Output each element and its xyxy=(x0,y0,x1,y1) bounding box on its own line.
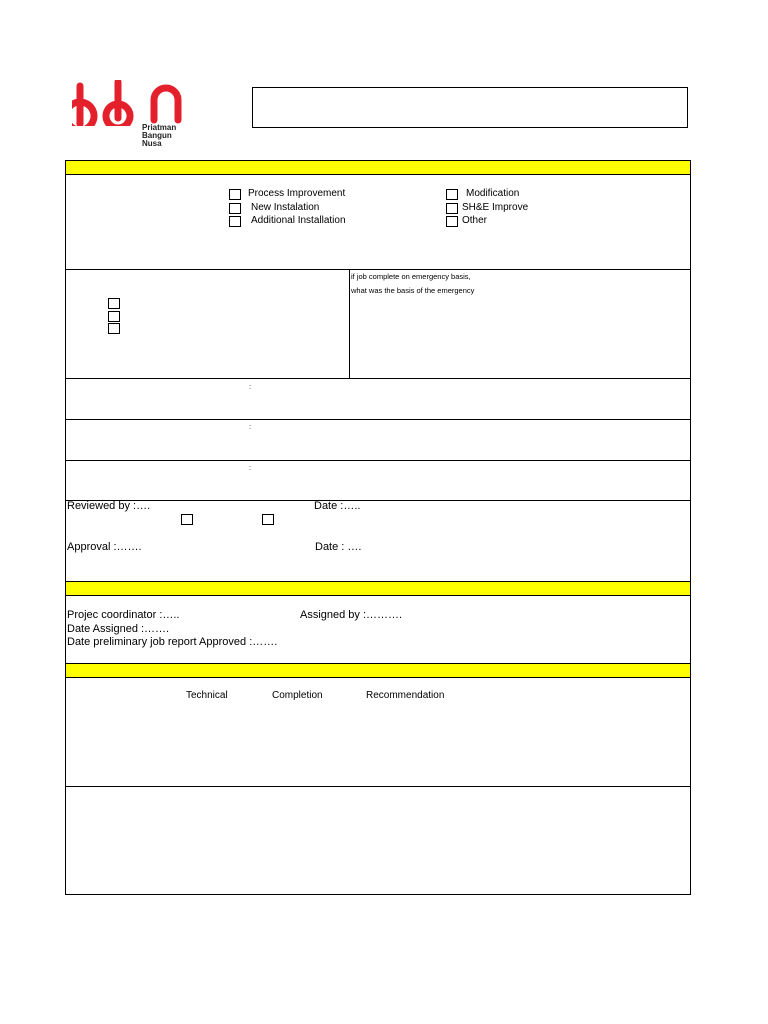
logo-line-2: Bangun xyxy=(142,131,172,140)
report-recommendation-label: Recommendation xyxy=(366,690,445,701)
logo-line-3: Nusa xyxy=(142,139,162,148)
checkbox-review-1[interactable] xyxy=(181,514,193,525)
review-section xyxy=(65,500,691,582)
info-row-3-colon: : xyxy=(249,463,252,472)
label-other: Other xyxy=(462,215,488,226)
review-date-label: Date :….. xyxy=(314,500,361,512)
emergency-text-1: if job complete on emergency basis, xyxy=(351,272,471,281)
checkbox-process-improvement[interactable] xyxy=(229,189,241,200)
section-header-3 xyxy=(65,663,691,678)
section-header-1 xyxy=(65,160,691,175)
checkbox-other[interactable] xyxy=(446,216,458,227)
logo-line-1: Priatman xyxy=(142,123,177,132)
checkbox-modification[interactable] xyxy=(446,189,458,200)
label-additional-installation: Additional Installation xyxy=(251,215,346,226)
label-process-improvement: Process Improvement xyxy=(248,188,346,199)
job-type-section xyxy=(65,174,691,270)
approval-date-label: Date : …. xyxy=(315,541,362,553)
assigned-by-label: Assigned by :………. xyxy=(300,609,403,621)
notes-section[interactable] xyxy=(65,786,691,895)
info-row-1[interactable] xyxy=(65,378,691,420)
title-box[interactable] xyxy=(252,87,688,128)
project-coordinator-label: Projec coordinator :….. xyxy=(67,609,180,621)
checkbox-she-improve[interactable] xyxy=(446,203,458,214)
checkbox-emergency-2[interactable] xyxy=(108,311,120,322)
checkbox-emergency-3[interactable] xyxy=(108,323,120,334)
emergency-text-2: what was the basis of the emergency xyxy=(351,286,475,295)
checkbox-additional-installation[interactable] xyxy=(229,216,241,227)
pbn-logo-icon xyxy=(72,80,184,126)
label-modification: Modification xyxy=(466,188,520,199)
report-technical-label: Technical xyxy=(186,690,228,701)
info-row-2[interactable] xyxy=(65,419,691,461)
section-header-2 xyxy=(65,581,691,596)
checkbox-review-2[interactable] xyxy=(262,514,274,525)
label-new-instalation: New Instalation xyxy=(251,202,320,213)
emergency-divider xyxy=(349,269,350,379)
date-prelim-label: Date preliminary job report Approved :……. xyxy=(67,636,278,648)
checkbox-new-instalation[interactable] xyxy=(229,203,241,214)
info-row-3[interactable] xyxy=(65,460,691,501)
approval-label: Approval :……. xyxy=(67,541,142,553)
date-assigned-label: Date Assigned :……. xyxy=(67,623,170,635)
info-row-1-colon: : xyxy=(249,382,252,391)
report-completion-label: Completion xyxy=(272,690,323,701)
reviewed-by-label: Reviewed by :…. xyxy=(67,500,151,512)
checkbox-emergency-1[interactable] xyxy=(108,298,120,309)
info-row-2-colon: : xyxy=(249,422,252,431)
label-she-improve: SH&E Improve xyxy=(462,202,529,213)
company-logo xyxy=(72,80,192,150)
